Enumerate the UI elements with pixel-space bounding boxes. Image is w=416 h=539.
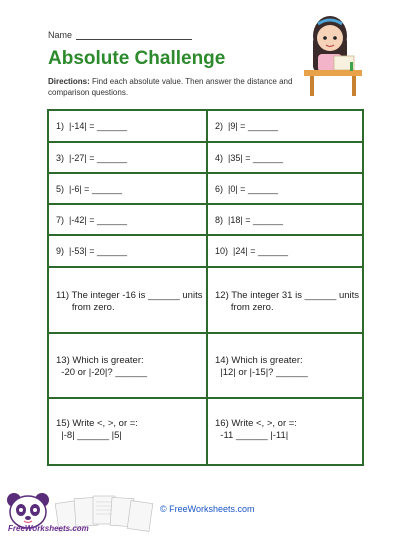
problem-row (49, 399, 362, 464)
directions-text: Find each absolute value. Then answer the distance and comparison questions. (48, 77, 293, 97)
problem-row (49, 111, 362, 143)
problem-text: 4) |35| = ______ (215, 153, 283, 163)
problem-cell (208, 205, 362, 234)
problem-text: 13) Which is greater: -20 or |-20|? ______ (56, 355, 148, 378)
problem-cell (208, 268, 362, 332)
problem-text: 15) Write <, >, or =: |-8| ______ |5| (56, 418, 138, 441)
problem-cell (49, 174, 208, 203)
problem-text: 9) |-53| = ______ (56, 246, 127, 256)
problem-cell (208, 111, 362, 141)
directions (48, 76, 308, 98)
problem-cell (49, 143, 208, 172)
problem-text: 1) |-14| = ______ (56, 121, 127, 131)
problem-cell (49, 205, 208, 234)
name-blank-line (76, 31, 192, 40)
problem-cell (49, 399, 208, 464)
girl-at-desk-illustration (300, 10, 366, 98)
problem-text: 2) |9| = ______ (215, 121, 278, 131)
worksheet-title: Absolute Challenge (48, 48, 226, 69)
problem-text: 7) |-42| = ______ (56, 215, 127, 225)
name-field (48, 30, 192, 40)
problem-cell (208, 236, 362, 266)
problem-row (49, 236, 362, 268)
problem-row (49, 143, 362, 174)
problem-cell (208, 399, 362, 464)
problem-text: 16) Write <, >, or =: -11 ______ |-11| (215, 418, 297, 441)
problem-cell (208, 334, 362, 397)
problem-text: 14) Which is greater: |12| or |-15|? ______ (215, 355, 308, 378)
problem-text: 8) |18| = ______ (215, 215, 283, 225)
problem-text: 10) |24| = ______ (215, 246, 288, 256)
problem-cell (49, 268, 208, 332)
problem-row (49, 334, 362, 399)
problem-row (49, 268, 362, 334)
problem-cell (208, 174, 362, 203)
footer-site-link[interactable]: © FreeWorksheets.com (160, 504, 255, 514)
problem-text: 11) The integer -16 is ______ units from zero. (56, 290, 203, 313)
problem-cell (49, 111, 208, 141)
problem-text: 6) |0| = ______ (215, 184, 278, 194)
problem-grid (47, 109, 364, 466)
directions-label: Directions: (48, 77, 90, 86)
problem-cell (208, 143, 362, 172)
problem-text: 3) |-27| = ______ (56, 153, 127, 163)
problem-cell (49, 334, 208, 397)
site-logo-text: FreeWorksheets.com (8, 524, 89, 533)
name-label: Name (48, 30, 73, 40)
problem-text: 12) The integer 31 is ______ units from zero. (215, 290, 360, 313)
problem-cell (49, 236, 208, 266)
problem-row (49, 205, 362, 236)
problem-text: 5) |-6| = ______ (56, 184, 122, 194)
problem-row (49, 174, 362, 205)
